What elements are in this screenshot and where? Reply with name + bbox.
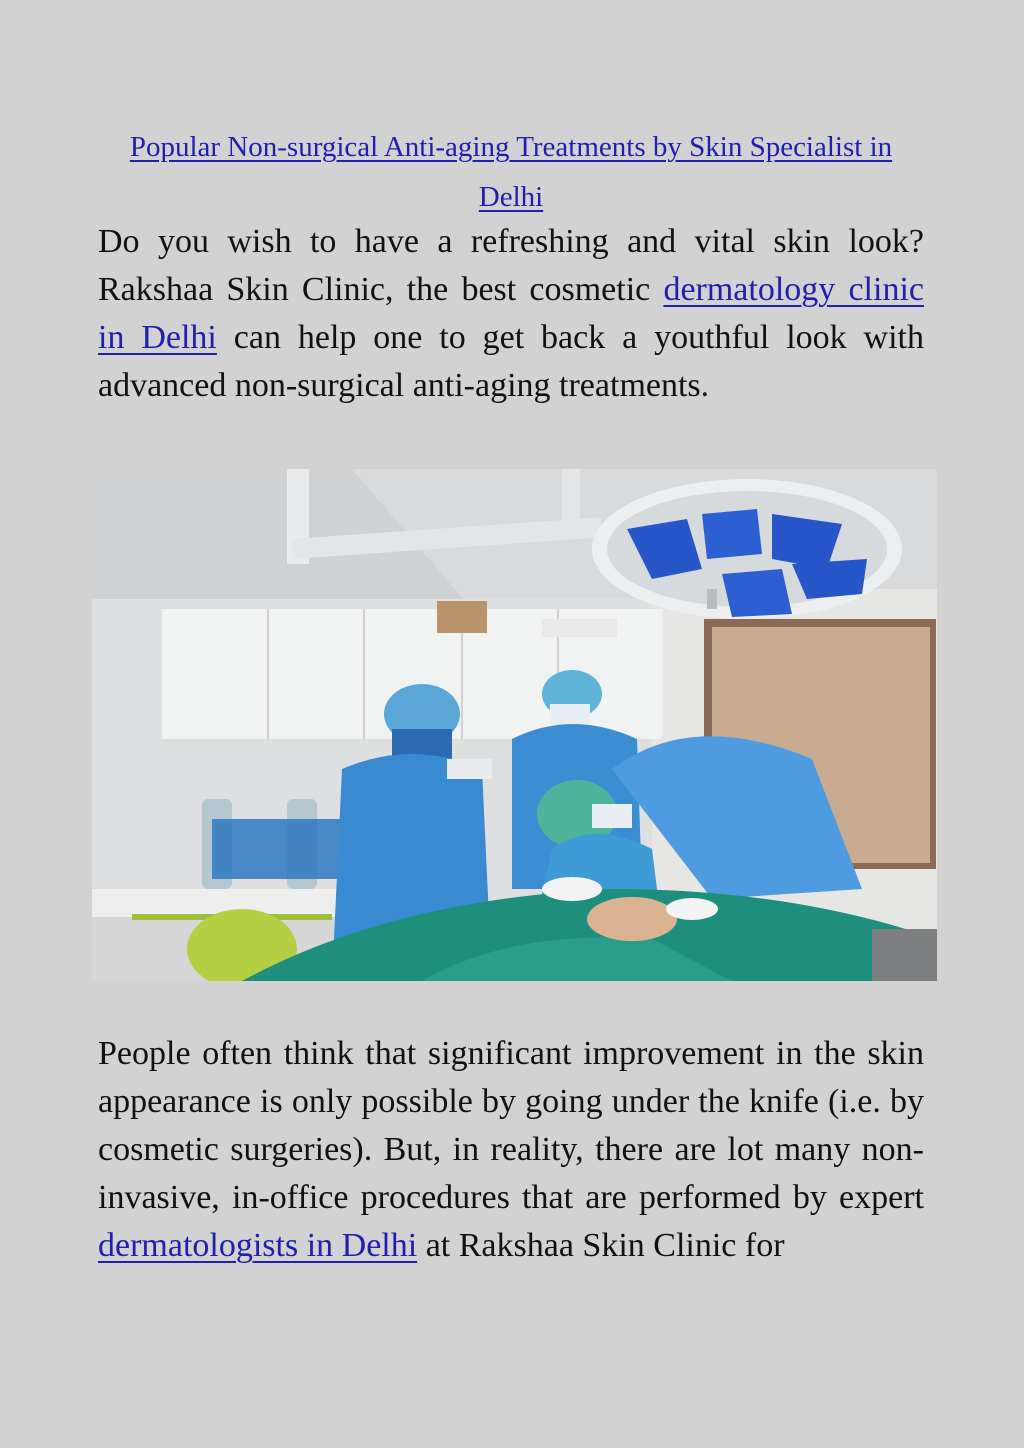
clinic-procedure-illustration — [92, 469, 937, 981]
body-paragraph — [98, 1030, 924, 1270]
body-text-start: People often think that significant improvement in the skin appearance is only possible by going under the knife (i.e. by cosmetic surgeries). But, in reality, there are lot many non-invasive, in-office procedures that are performed by expert — [98, 1035, 924, 1216]
page-title[interactable] — [98, 122, 924, 222]
intro-paragraph — [98, 218, 924, 410]
clinic-procedure-photo — [92, 469, 937, 981]
intro-text-end: can help one to get back a youthful look with advanced non-surgical anti-aging treatments. — [98, 319, 924, 404]
intro-text-start: Do you wish to have a refreshing and vital skin look? Rakshaa Skin Clinic, the best cosmetic — [98, 223, 924, 308]
page-title-text[interactable]: Popular Non-surgical Anti-aging Treatments by Skin Specialist in Delhi — [129, 131, 893, 213]
dermatology-clinic-link[interactable]: dermatology clinic in Delhi — [98, 271, 924, 356]
body-text-end: at Rakshaa Skin Clinic for — [417, 1227, 785, 1264]
dermatologists-delhi-link[interactable]: dermatologists in Delhi — [98, 1227, 418, 1264]
